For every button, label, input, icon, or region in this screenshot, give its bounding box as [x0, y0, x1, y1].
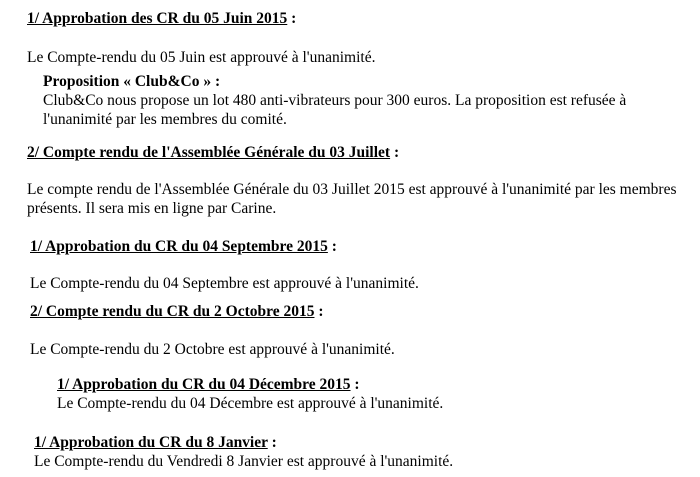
section-text-05-juin: Le Compte-rendu du 05 Juin est approuvé à l'unanimité.: [27, 49, 376, 66]
section-heading-assemblee-generale: [27, 143, 399, 162]
proposition-text: Club&Co nous propose un lot 480 anti-vibrateurs pour 300 euros. La proposition est refusée à l'unanimité par les membres du comité.: [43, 92, 627, 128]
heading-colon: :: [350, 376, 360, 393]
section-heading-04-decembre: [57, 375, 360, 394]
section-text-04-decembre: Le Compte-rendu du 04 Décembre est approuvé à l'unanimité.: [57, 395, 444, 412]
section-text-8-janvier: Le Compte-rendu du Vendredi 8 Janvier est approuvé à l'unanimité.: [34, 453, 454, 470]
section-heading-text: 1/ Approbation du CR du 8 Janvier: [34, 434, 268, 451]
heading-colon: :: [267, 434, 277, 451]
heading-colon: :: [390, 144, 400, 161]
heading-colon: :: [287, 10, 297, 27]
section-heading-text: 2/ Compte rendu du CR du 2 Octobre 2015: [30, 303, 315, 320]
section-heading-2-octobre: [30, 302, 324, 321]
section-heading-8-janvier: [34, 433, 277, 452]
heading-colon: :: [314, 303, 324, 320]
proposition-heading: Proposition « Club&Co » :: [43, 73, 221, 90]
heading-colon: :: [327, 238, 337, 255]
section-text-assemblee-generale: Le compte rendu de l'Assemblée Générale du 03 Juillet 2015 est approuvé à l'unanimité par les membres présents. Il sera mis en ligne par Carine.: [27, 181, 677, 217]
section-heading-text: 1/ Approbation des CR du 05 Juin 2015: [27, 10, 288, 27]
section-heading-text: 2/ Compte rendu de l'Assemblée Générale du 03 Juillet: [27, 144, 391, 161]
section-text-04-septembre: Le Compte-rendu du 04 Septembre est approuvé à l'unanimité.: [30, 275, 419, 292]
section-heading-04-septembre: [30, 237, 337, 256]
section-heading-text: 1/ Approbation du CR du 04 Décembre 2015: [57, 376, 351, 393]
section-text-2-octobre: Le Compte-rendu du 2 Octobre est approuvé à l'unanimité.: [30, 341, 395, 358]
section-heading-text: 1/ Approbation du CR du 04 Septembre 2015: [30, 238, 328, 255]
section-heading-approbation-05-juin: [27, 9, 296, 28]
